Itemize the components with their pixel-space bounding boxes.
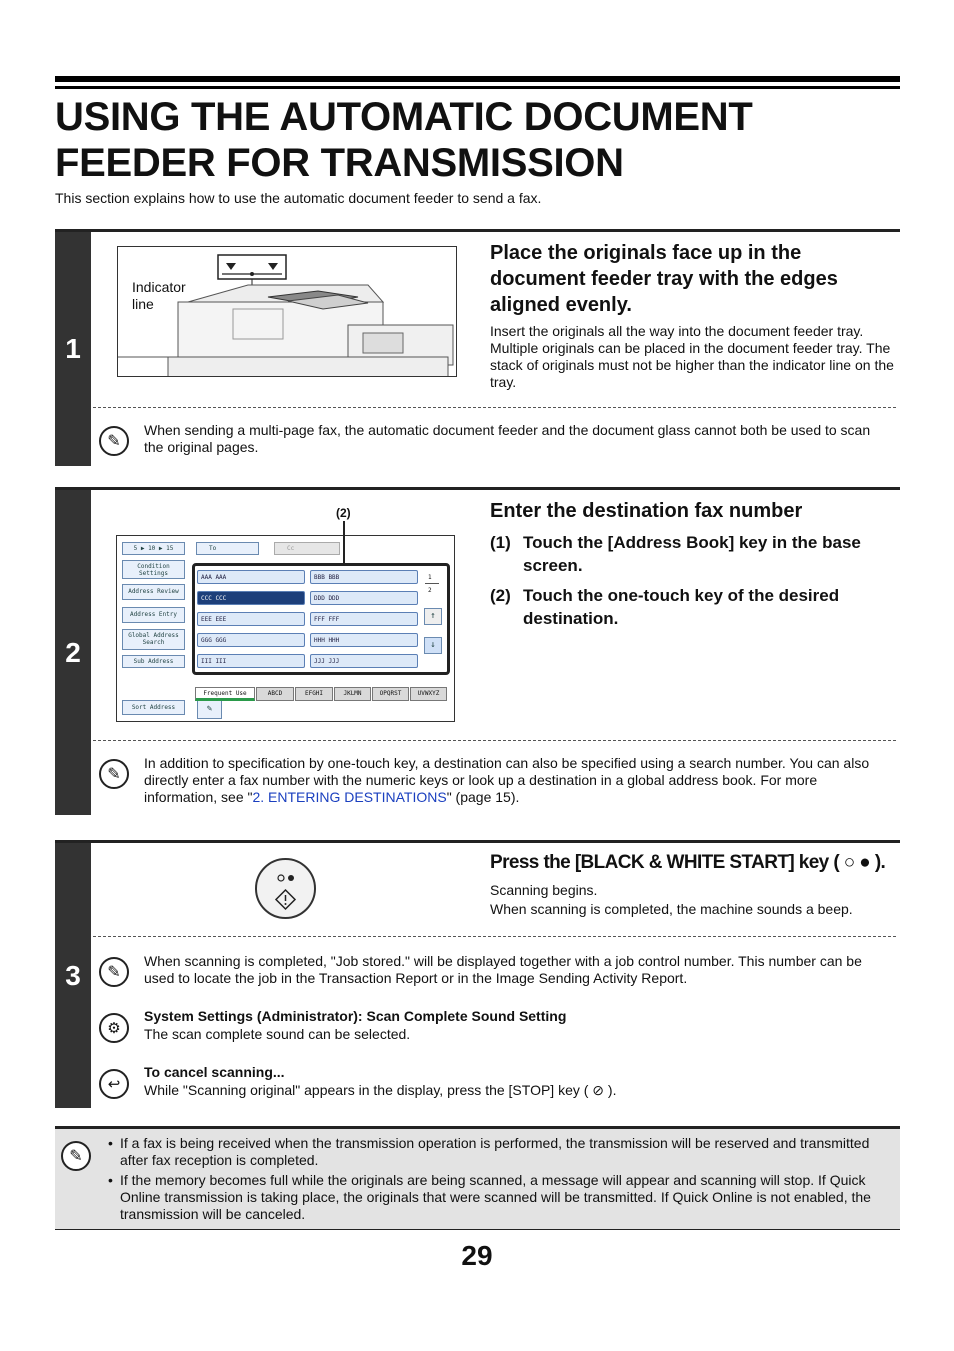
tab-uvwxyz[interactable]: UVWXYZ bbox=[410, 687, 447, 701]
dest-hhh[interactable]: HHH HHH bbox=[310, 633, 418, 647]
step-number: 1 bbox=[55, 232, 91, 466]
cancel-body: While "Scanning original" appears in the display, press the [STOP] key ( ⊘ ). bbox=[144, 1082, 617, 1098]
divider bbox=[93, 740, 896, 741]
step-3-heading: Press the [BLACK & WHITE START] key ( ○ ● ). bbox=[490, 852, 886, 873]
substep-1-number: (1) bbox=[490, 533, 511, 552]
system-settings-title: System Settings (Administrator): Scan Complete Sound Setting bbox=[144, 1008, 567, 1024]
condition-settings-button[interactable]: Condition Settings bbox=[122, 560, 185, 579]
scroll-down-icon[interactable]: ↓ bbox=[424, 637, 442, 654]
page-title: USING THE AUTOMATIC DOCUMENT FEEDER FOR TRANSMISSION bbox=[55, 95, 753, 185]
sort-address-button[interactable]: Sort Address bbox=[122, 700, 185, 715]
step-1-body: Insert the originals all the way into the document feeder tray. Multiple originals can be placed in the document feeder tray. The stack of originals must not be higher than the indicator line on the tray. bbox=[490, 323, 894, 390]
tab-jklmn[interactable]: JKLMN bbox=[334, 687, 371, 701]
top-rule-thick bbox=[55, 76, 900, 82]
note-pencil-icon: ✎ bbox=[99, 426, 129, 456]
dest-fff[interactable]: FFF FFF bbox=[310, 612, 418, 626]
step-number: 3 bbox=[55, 843, 91, 1108]
dest-aaa[interactable]: AAA AAA bbox=[197, 570, 305, 584]
callout-line bbox=[343, 521, 345, 565]
scroll-up-icon[interactable]: ↑ bbox=[424, 608, 442, 625]
dest-iii[interactable]: III III bbox=[197, 654, 305, 668]
tab-frequent-use[interactable]: Frequent Use bbox=[195, 687, 255, 701]
bottom-note-2: If the memory becomes full while the originals are being scanned, a message will appear and scanning will stop. If Quick Online transmission is taking place, the originals that were scanned will be transmitted. If Quick Online is not enabled, the transmission will be canceled. bbox=[120, 1172, 871, 1222]
indicator-line-label: Indicator line bbox=[132, 279, 186, 312]
note-pencil-icon: ✎ bbox=[61, 1141, 91, 1171]
step-2-heading: Enter the destination fax number bbox=[490, 500, 803, 522]
step-1-heading: Place the originals face up in the document feeder tray with the edges aligned evenly. bbox=[490, 242, 838, 316]
tab-abcd[interactable]: ABCD bbox=[256, 687, 294, 701]
page-top: 1 bbox=[428, 574, 432, 581]
global-address-search-button[interactable]: Global Address Search bbox=[122, 629, 185, 650]
bottom-note-1: If a fax is being received when the transmission operation is performed, the transmission will be reserved and transmitted after fax reception is completed. bbox=[120, 1135, 870, 1168]
callout-label: (2) bbox=[336, 506, 351, 520]
bullet: • bbox=[108, 1172, 113, 1188]
page-number: 29 bbox=[461, 1240, 493, 1271]
address-entry-button[interactable]: Address Entry bbox=[122, 607, 185, 623]
page-bottom: 2 bbox=[428, 587, 432, 594]
substep-2-number: (2) bbox=[490, 586, 511, 605]
dest-eee[interactable]: EEE EEE bbox=[197, 612, 305, 626]
dest-ggg[interactable]: GGG GGG bbox=[197, 633, 305, 647]
system-settings-body: The scan complete sound can be selected. bbox=[144, 1026, 411, 1042]
top-rule-thin bbox=[55, 86, 900, 89]
cc-button[interactable]: Cc bbox=[274, 542, 340, 555]
dest-ddd[interactable]: DDD DDD bbox=[310, 591, 418, 605]
system-settings-gear-icon: ⚙ bbox=[99, 1013, 129, 1043]
substep-1-text: Touch the [Address Book] key in the base screen. bbox=[523, 533, 861, 575]
substep-2-text: Touch the one-touch key of the desired destination. bbox=[523, 586, 840, 628]
step-number: 2 bbox=[55, 490, 91, 815]
note-pencil-icon: ✎ bbox=[99, 957, 129, 987]
page-counter: 5 ▶ 10 ▶ 15 bbox=[122, 542, 185, 555]
page-divider bbox=[425, 583, 439, 584]
tab-opqrst[interactable]: OPQRST bbox=[372, 687, 409, 701]
step-1-note: When sending a multi-page fax, the automatic document feeder and the document glass cannot both be used to scan the original pages. bbox=[144, 422, 871, 455]
entering-destinations-link[interactable]: 2. ENTERING DESTINATIONS bbox=[252, 789, 447, 805]
to-button[interactable]: To bbox=[196, 542, 259, 555]
dest-ccc[interactable]: CCC CCC bbox=[197, 591, 305, 605]
divider bbox=[93, 407, 896, 408]
cancel-title: To cancel scanning... bbox=[144, 1064, 285, 1080]
note-pencil-icon: ✎ bbox=[99, 759, 129, 789]
step-3-note: When scanning is completed, "Job stored." will be displayed together with a job control number. This number can be used to locate the job in the Transaction Report or in the Image Sending Activity Report. bbox=[144, 953, 862, 986]
step-3-body-1: Scanning begins. bbox=[490, 882, 598, 898]
tab-efghi[interactable]: EFGHI bbox=[295, 687, 333, 701]
dest-bbb[interactable]: BBB BBB bbox=[310, 570, 418, 584]
address-review-button[interactable]: Address Review bbox=[122, 584, 185, 600]
edit-icon[interactable]: ✎ bbox=[197, 700, 222, 719]
cancel-return-icon: ↩ bbox=[99, 1069, 129, 1099]
start-key-icon bbox=[255, 858, 316, 919]
sub-address-button[interactable]: Sub Address bbox=[122, 655, 185, 668]
step-2-note: In addition to specification by one-touch key, a destination can also be specified using a search number. You can also directly enter a fax number with the numeric keys or look up a destination in a global address book. For more information, see "2. ENTERING DESTINATIONS" (page 15). bbox=[144, 755, 870, 805]
bullet: • bbox=[108, 1135, 113, 1151]
divider bbox=[93, 936, 896, 937]
intro-text: This section explains how to use the automatic document feeder to send a fax. bbox=[55, 190, 542, 206]
step-3-body-2: When scanning is completed, the machine sounds a beep. bbox=[490, 901, 853, 917]
dest-jjj[interactable]: JJJ JJJ bbox=[310, 654, 418, 668]
